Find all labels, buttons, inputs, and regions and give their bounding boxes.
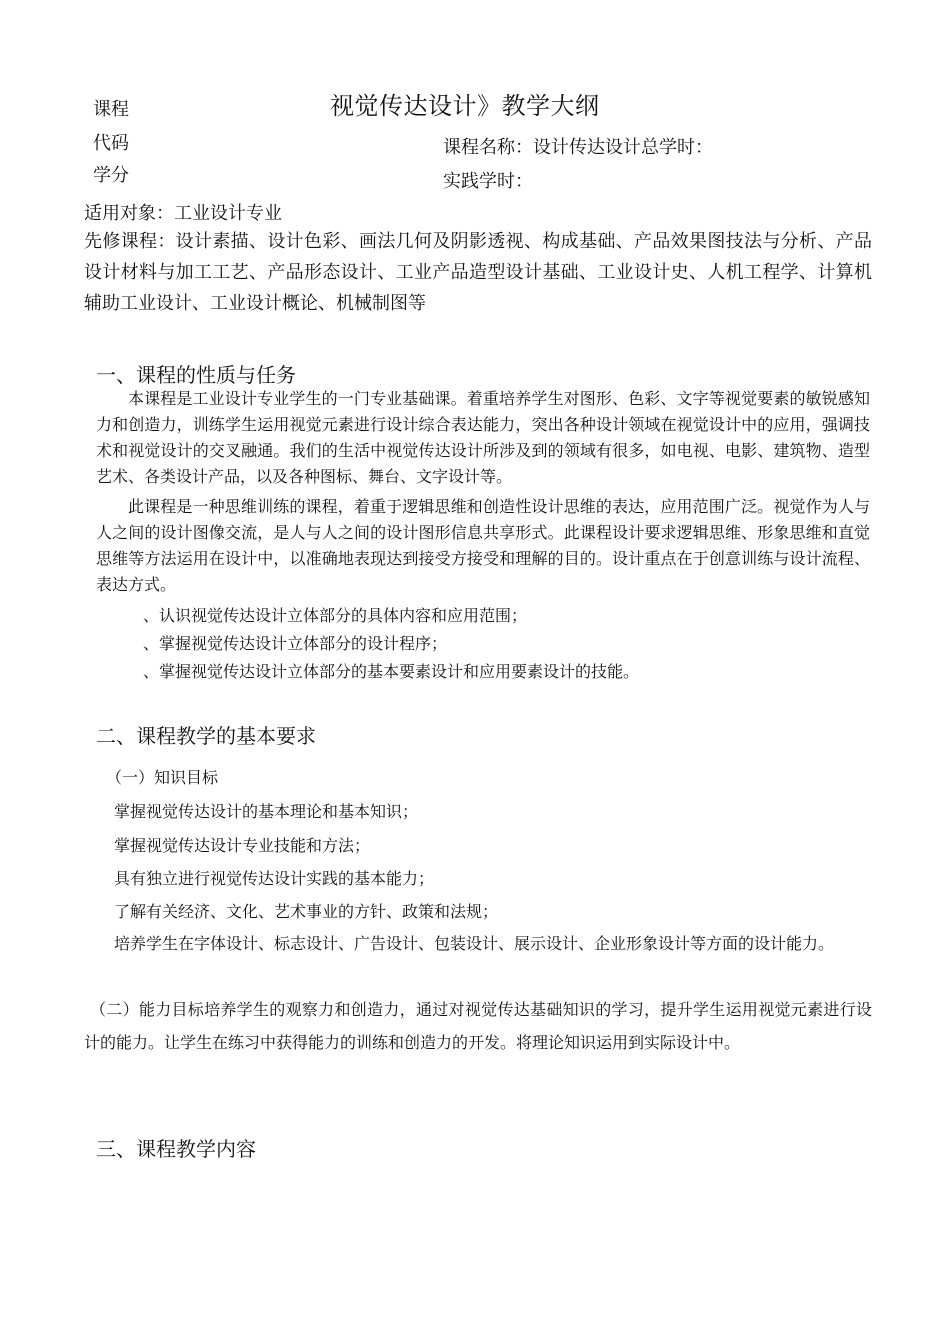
knowledge-line-3: 具有独立进行视觉传达设计实践的基本能力； <box>114 869 435 888</box>
target-audience: 适用对象：工业设计专业 <box>84 203 282 224</box>
knowledge-line-4: 了解有关经济、文化、艺术事业的方针、政策和法规； <box>114 902 499 921</box>
label-course: 课程 <box>93 99 129 120</box>
label-code: 代码 <box>93 133 129 154</box>
label-credit: 学分 <box>93 165 129 186</box>
prerequisites: 先修课程：设计素描、设计色彩、画法几何及阴影透视、构成基础、产品效果图技法与分析、产品设计材料与加工工艺、产品形态设计、工业产品造型设计基础、工业设计史、人机工程学、计算机辅助工业设计、工业设计概论、机械制图等 <box>84 231 872 314</box>
ability-paragraph: （二）能力目标培养学生的观察力和创造力，通过对视觉传达基础知识的学习，提升学生运用视觉元素进行设计的能力。让学生在练习中获得能力的训练和创造力的开发。将理论知识运用到实际设计中。 <box>84 1000 872 1052</box>
section2-heading: 二、课程教学的基本要求 <box>96 724 316 748</box>
knowledge-line-2: 掌握视觉传达设计专业技能和方法； <box>114 836 371 855</box>
practice-hours: 实践学时： <box>443 171 533 192</box>
section1-paragraph-2: 此课程是一种思维训练的课程，着重于逻辑思维和创造性设计思维的表达，应用范围广泛。视觉作为人与人之间的设计图像交流，是人与人之间的设计图形信息共享形式。此课程设计要求逻辑思维、形象思维和直觉思维等方法运用在设计中，以准确地表现达到接受方接受和理解的目的。设计重点在于创意训练与设计流程、表达方式。 <box>96 497 870 594</box>
cultivate-paragraph: 培养学生在字体设计、标志设计、广告设计、包装设计、展示设计、企业形象设计等方面的设计能力。 <box>114 934 835 953</box>
section3-heading: 三、课程教学内容 <box>96 1137 256 1161</box>
section1-heading: 一、课程的性质与任务 <box>96 363 296 387</box>
section2-subheading-knowledge: （一）知识目标 <box>106 768 219 787</box>
knowledge-line-1: 掌握视觉传达设计的基本理论和基本知识； <box>114 802 419 821</box>
document-title: 视觉传达设计》教学大纲 <box>330 92 600 120</box>
course-name-line: 课程名称：设计传达设计总学时： <box>443 137 713 158</box>
section1-item-2: 、掌握视觉传达设计立体部分的设计程序； <box>143 634 448 653</box>
section1-item-3: 、掌握视觉传达设计立体部分的基本要素设计和应用要素设计的技能。 <box>143 662 640 681</box>
section1-paragraph-1: 本课程是工业设计专业学生的一门专业基础课。着重培养学生对图形、色彩、文字等视觉要素的敏锐感知力和创造力，训练学生运用视觉元素进行设计综合表达能力，突出各种设计领域在视觉设计中的应用，强调技术和视觉设计的交叉融通。我们的生活中视觉传达设计所涉及到的领域有很多，如电视、电影、建筑物、造型艺术、各类设计产品，以及各种图标、舞台、文字设计等。 <box>96 389 870 486</box>
section1-item-1: 、认识视觉传达设计立体部分的具体内容和应用范围； <box>143 606 528 625</box>
